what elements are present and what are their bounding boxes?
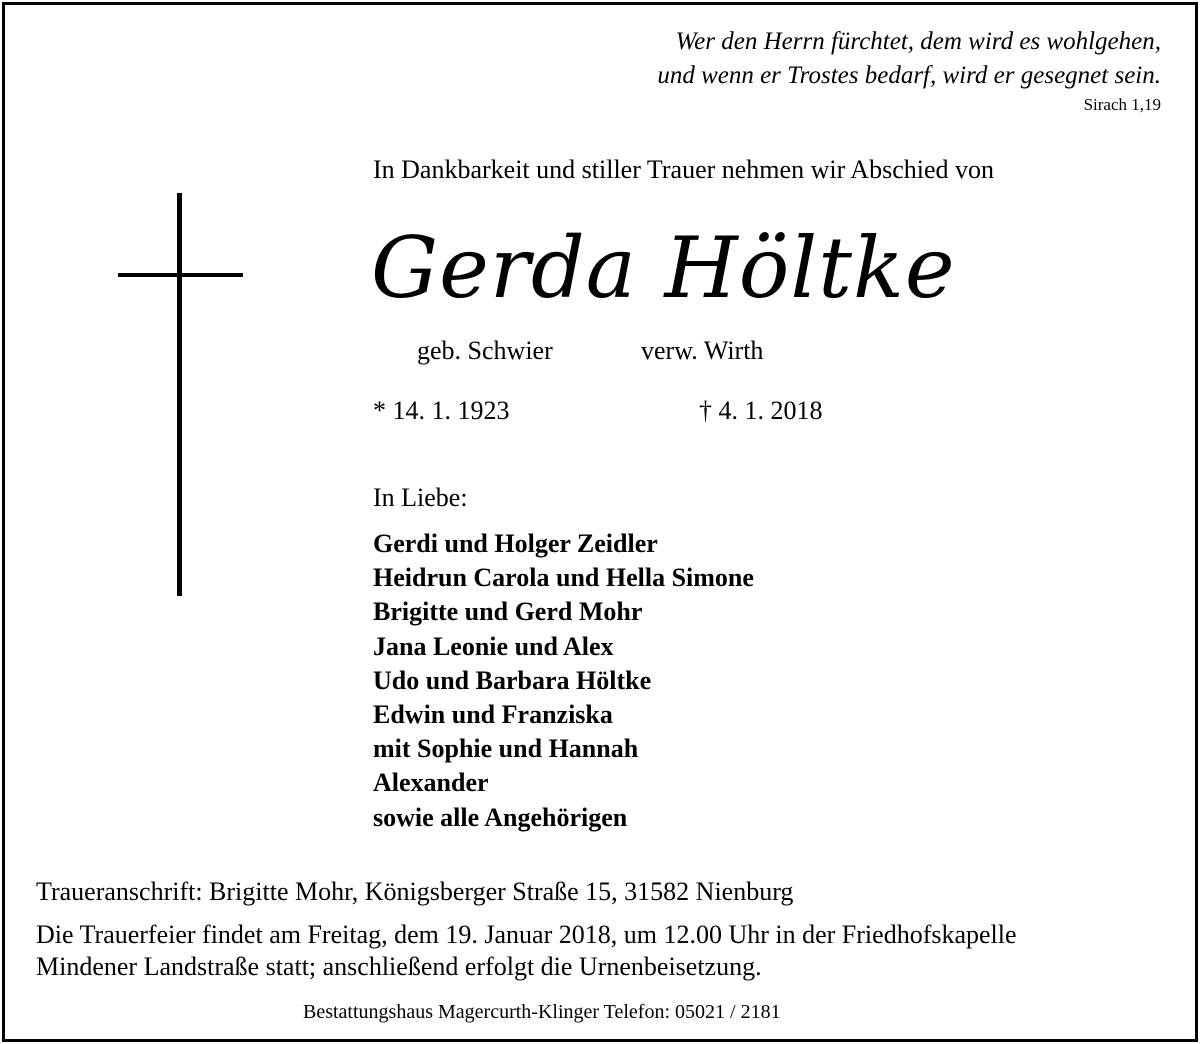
mourner-name: Gerdi und Holger Zeidler [373,529,658,558]
mourner-name: Edwin und Franziska [373,700,613,730]
mourner-name: mit Sophie und Hannah [373,734,639,764]
mourner-name: Heidrun Carola und Hella Simone [373,563,754,593]
mourners-heading: In Liebe: [373,483,468,512]
cross-vertical-bar [177,193,182,596]
mourner-name: Alexander [373,768,489,798]
mourner-name: Jana Leonie und Alex [373,631,614,661]
intro-text: In Dankbarkeit und stiller Trauer nehmen wir Abschied von [373,155,994,184]
widowed-name: verw. Wirth [641,336,764,365]
death-date: † 4. 1. 2018 [699,396,823,425]
mourning-address: Traueranschrift: Brigitte Mohr, Königsberger Straße 15, 31582 Nienburg [36,877,794,906]
mourner-name: Brigitte und Gerd Mohr [373,597,643,627]
mourner-name: sowie alle Angehörigen [373,802,628,832]
mourners-list [373,527,754,835]
birth-date: * 14. 1. 1923 [373,396,510,425]
funeral-info [36,919,1017,983]
birth-name: geb. Schwier [417,336,553,365]
funeral-line-1: Die Trauerfeier findet am Freitag, dem 19. Januar 2018, um 12.00 Uhr in der Friedhofskapelle [36,920,1017,949]
motto-line-2: und wenn er Trostes bedarf, wird er gesegnet sein. [657,62,1161,89]
funeral-line-2: Mindener Landstraße statt; anschließend erfolgt die Urnenbeisetzung. [36,952,762,981]
motto-source: Sirach 1,19 [1083,95,1161,114]
deceased-name: Gerda Höltke [371,219,956,317]
undertaker-info: Bestattungshaus Magercurth-Klinger Telefon: 05021 / 2181 [303,1001,781,1023]
mourner-name: Udo und Barbara Höltke [373,665,652,695]
cross-horizontal-bar [118,273,243,277]
motto-line-1: Wer den Herrn fürchtet, dem wird es wohlgehen, [675,28,1161,55]
obituary-notice [2,2,1198,1042]
